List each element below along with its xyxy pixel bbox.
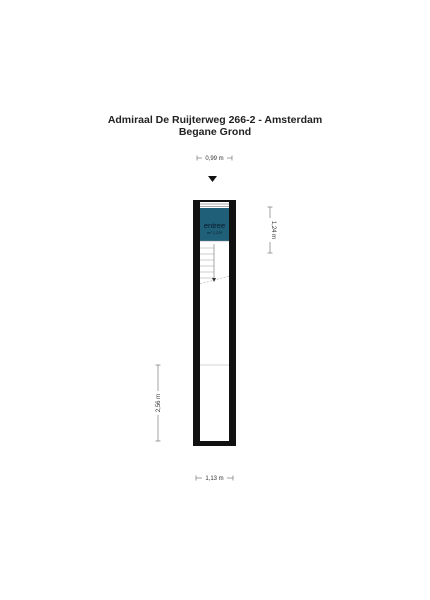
room-entree-name: entree: [203, 221, 226, 230]
entrance-arrow-icon: [208, 176, 217, 182]
plan-title-address: Admiraal De Ruijterweg 266-2 - Amsterdam: [107, 114, 323, 126]
dimension-left-height: [154, 365, 162, 441]
dimension-left-height-label: 2,56 m: [156, 393, 162, 413]
dimension-top-width-label: 0,99 m: [205, 156, 224, 162]
dimension-top-width: [197, 154, 232, 162]
entrance-door: [200, 204, 229, 207]
dimension-bottom-width: [196, 474, 233, 482]
room-entree: [200, 208, 229, 241]
staircase: [200, 244, 229, 284]
room-entree-area: m² 1,23²: [207, 230, 222, 235]
dimension-bottom-width-label: 1,13 m: [205, 476, 224, 482]
dimension-right-height-label: 1,24 m: [270, 220, 276, 240]
plan-title-floor: Begane Grond: [178, 126, 252, 138]
dimension-right-height: [266, 207, 276, 253]
